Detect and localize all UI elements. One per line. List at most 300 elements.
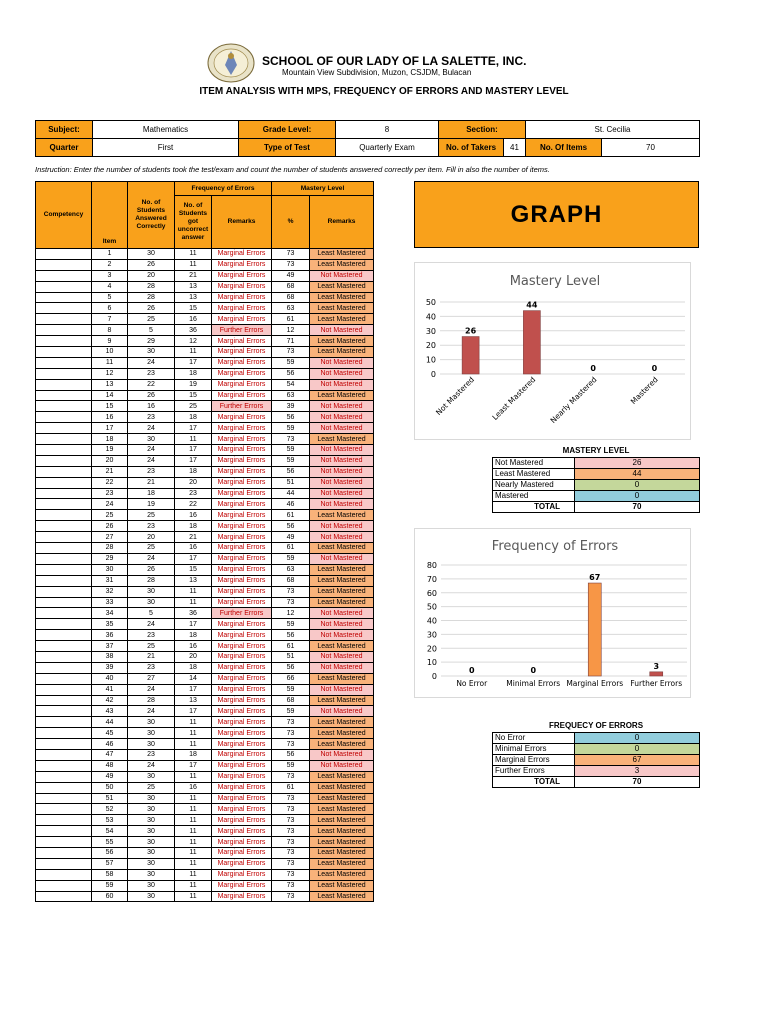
table-row (36, 749, 374, 760)
mastery-remarks-cell: Not Mastered (310, 619, 374, 630)
answered-correctly-cell[interactable]: 23 (128, 412, 175, 423)
item-number-cell: 55 (92, 837, 128, 848)
item-number-cell: 15 (92, 401, 128, 412)
error-remarks-cell: Marginal Errors (212, 543, 272, 554)
answered-correctly-cell[interactable]: 30 (128, 793, 175, 804)
item-number-cell: 51 (92, 793, 128, 804)
subject-value[interactable]: Mathematics (93, 121, 239, 139)
summary-value: 26 (575, 457, 700, 468)
items-cell (526, 139, 700, 157)
percent-cell: 59 (272, 706, 310, 717)
summary-total-label: TOTAL (493, 501, 575, 512)
uncorrect-answer-cell: 15 (175, 564, 212, 575)
answered-correctly-cell[interactable]: 18 (128, 488, 175, 499)
item-number-cell: 42 (92, 695, 128, 706)
answered-correctly-cell[interactable]: 30 (128, 815, 175, 826)
item-number-cell: 49 (92, 771, 128, 782)
competency-cell (36, 684, 92, 695)
answered-correctly-cell[interactable]: 21 (128, 651, 175, 662)
summary-label: Minimal Errors (493, 743, 575, 754)
answered-correctly-cell[interactable]: 24 (128, 357, 175, 368)
percent-cell: 59 (272, 619, 310, 630)
mastery-remarks-cell: Not Mastered (310, 270, 374, 281)
x-tick-label: Further Errors (630, 679, 683, 688)
answered-correctly-cell[interactable]: 30 (128, 826, 175, 837)
item-number-cell: 28 (92, 543, 128, 554)
items-label: No. Of Items (526, 139, 602, 156)
competency-cell (36, 826, 92, 837)
mastery-remarks-cell: Not Mastered (310, 466, 374, 477)
uncorrect-answer-cell: 18 (175, 749, 212, 760)
error-remarks-cell: Marginal Errors (212, 804, 272, 815)
competency-cell (36, 586, 92, 597)
item-number-cell: 23 (92, 488, 128, 499)
error-remarks-cell: Marginal Errors (212, 630, 272, 641)
percent-cell: 68 (272, 292, 310, 303)
uncorrect-answer-cell: 11 (175, 597, 212, 608)
table-row (36, 575, 374, 586)
answered-correctly-cell[interactable]: 5 (128, 325, 175, 336)
summary-label: Further Errors (493, 765, 575, 776)
mastery-remarks-cell: Least Mastered (310, 847, 374, 858)
test-type-value[interactable]: Quarterly Exam (336, 139, 439, 157)
error-remarks-cell: Marginal Errors (212, 347, 272, 358)
error-remarks-cell: Marginal Errors (212, 510, 272, 521)
item-analysis-table (35, 181, 374, 902)
percent-cell: 73 (272, 586, 310, 597)
competency-cell (36, 662, 92, 673)
percent-cell: 61 (272, 543, 310, 554)
uncorrect-answer-cell: 18 (175, 662, 212, 673)
competency-cell (36, 847, 92, 858)
error-remarks-cell: Marginal Errors (212, 259, 272, 270)
item-number-cell: 20 (92, 455, 128, 466)
uncorrect-answer-cell: 11 (175, 249, 212, 260)
error-remarks-cell: Further Errors (212, 325, 272, 336)
answered-correctly-cell[interactable]: 30 (128, 728, 175, 739)
mastery-remarks-cell: Least Mastered (310, 586, 374, 597)
percent-cell: 44 (272, 488, 310, 499)
answered-correctly-cell[interactable]: 26 (128, 564, 175, 575)
answered-correctly-cell[interactable]: 30 (128, 891, 175, 902)
error-remarks-cell: Marginal Errors (212, 336, 272, 347)
table-row (36, 608, 374, 619)
item-number-cell: 47 (92, 749, 128, 760)
summary-value: 0 (575, 490, 700, 501)
answered-correctly-cell[interactable]: 30 (128, 739, 175, 750)
percent-cell: 59 (272, 455, 310, 466)
answered-correctly-cell[interactable]: 25 (128, 510, 175, 521)
uncorrect-answer-cell: 11 (175, 728, 212, 739)
item-number-cell: 12 (92, 368, 128, 379)
table-row (36, 445, 374, 456)
mastery-remarks-cell: Least Mastered (310, 858, 374, 869)
error-remarks-cell: Marginal Errors (212, 586, 272, 597)
uncorrect-answer-cell: 16 (175, 543, 212, 554)
uncorrect-answer-cell: 11 (175, 826, 212, 837)
summary-value: 0 (575, 479, 700, 490)
x-tick-label: Least Mastered (490, 375, 538, 422)
section-value[interactable]: St. Cecilia (526, 121, 700, 139)
mastery-remarks-cell: Not Mastered (310, 553, 374, 564)
error-remarks-cell: Marginal Errors (212, 837, 272, 848)
item-number-cell: 36 (92, 630, 128, 641)
y-tick-label: 50 (426, 602, 437, 612)
answered-correctly-cell[interactable]: 20 (128, 270, 175, 281)
uncorrect-answer-cell: 22 (175, 499, 212, 510)
mastery-remarks-cell: Not Mastered (310, 412, 374, 423)
table-row (36, 837, 374, 848)
error-remarks-cell: Marginal Errors (212, 651, 272, 662)
table-row (36, 771, 374, 782)
uncorrect-answer-cell: 21 (175, 270, 212, 281)
answered-correctly-cell[interactable]: 28 (128, 575, 175, 586)
mastery-remarks-cell: Least Mastered (310, 434, 374, 445)
summary-value: 3 (575, 765, 700, 776)
answered-correctly-cell[interactable]: 25 (128, 543, 175, 554)
item-number-cell: 6 (92, 303, 128, 314)
competency-cell (36, 630, 92, 641)
competency-cell (36, 477, 92, 488)
competency-cell (36, 401, 92, 412)
competency-cell (36, 488, 92, 499)
percent-cell: 73 (272, 804, 310, 815)
percent-cell: 59 (272, 357, 310, 368)
percent-cell: 68 (272, 575, 310, 586)
table-row (36, 401, 374, 412)
uncorrect-answer-cell: 18 (175, 466, 212, 477)
uncorrect-answer-cell: 12 (175, 336, 212, 347)
competency-cell (36, 357, 92, 368)
answered-correctly-cell[interactable]: 30 (128, 434, 175, 445)
percent-cell: 12 (272, 608, 310, 619)
answered-correctly-cell[interactable]: 30 (128, 837, 175, 848)
uncorrect-answer-cell: 17 (175, 553, 212, 564)
mastery-remarks-cell: Least Mastered (310, 837, 374, 848)
summary-label: Marginal Errors (493, 754, 575, 765)
percent-cell: 68 (272, 281, 310, 292)
competency-cell (36, 434, 92, 445)
competency-cell (36, 270, 92, 281)
answered-correctly-cell[interactable]: 23 (128, 630, 175, 641)
answered-correctly-cell[interactable]: 26 (128, 303, 175, 314)
answered-correctly-cell[interactable]: 30 (128, 347, 175, 358)
mastery-remarks-cell: Not Mastered (310, 651, 374, 662)
summary-total-value: 70 (575, 776, 700, 787)
answered-correctly-cell[interactable]: 24 (128, 423, 175, 434)
item-number-cell: 9 (92, 336, 128, 347)
mastery-remarks-cell: Not Mastered (310, 357, 374, 368)
item-number-cell: 52 (92, 804, 128, 815)
item-number-cell: 14 (92, 390, 128, 401)
item-number-cell: 26 (92, 521, 128, 532)
mastery-remarks-cell: Least Mastered (310, 314, 374, 325)
competency-cell (36, 281, 92, 292)
answered-correctly-cell[interactable]: 30 (128, 804, 175, 815)
answered-correctly-cell[interactable]: 26 (128, 390, 175, 401)
school-name: SCHOOL OF OUR LADY OF LA SALETTE, INC. (262, 54, 527, 68)
answered-correctly-cell[interactable]: 26 (128, 259, 175, 270)
percent-cell: 56 (272, 630, 310, 641)
table-row (36, 717, 374, 728)
answered-correctly-cell[interactable]: 30 (128, 597, 175, 608)
item-number-cell: 54 (92, 826, 128, 837)
test-type-label: Type of Test (239, 139, 336, 157)
table-row (36, 684, 374, 695)
answered-correctly-cell[interactable]: 30 (128, 771, 175, 782)
item-number-cell: 53 (92, 815, 128, 826)
summary-label: Mastered (493, 490, 575, 501)
answered-correctly-header: No. of Students Answered Correctly (128, 182, 175, 249)
mastery-remarks-cell: Not Mastered (310, 477, 374, 488)
bar (650, 672, 663, 676)
takers-value[interactable]: 41 (504, 139, 526, 157)
mastery-level-chart (414, 262, 691, 440)
competency-cell (36, 760, 92, 771)
mastery-remarks-cell: Least Mastered (310, 793, 374, 804)
table-row (36, 586, 374, 597)
percent-cell: 51 (272, 651, 310, 662)
answered-correctly-cell[interactable]: 24 (128, 760, 175, 771)
mastery-remarks-cell: Not Mastered (310, 630, 374, 641)
answered-correctly-cell[interactable]: 24 (128, 445, 175, 456)
answered-correctly-cell[interactable]: 23 (128, 368, 175, 379)
bar (588, 583, 601, 676)
answered-correctly-cell[interactable]: 24 (128, 706, 175, 717)
percent-header: % (272, 196, 310, 249)
competency-cell (36, 739, 92, 750)
graph-banner: GRAPH (414, 181, 699, 248)
competency-cell (36, 815, 92, 826)
error-remarks-cell: Marginal Errors (212, 706, 272, 717)
competency-cell (36, 782, 92, 793)
percent-cell: 73 (272, 259, 310, 270)
mastery-remarks-cell: Not Mastered (310, 401, 374, 412)
answered-correctly-cell[interactable]: 5 (128, 608, 175, 619)
mastery-remarks-cell: Least Mastered (310, 771, 374, 782)
answered-correctly-cell[interactable]: 23 (128, 662, 175, 673)
item-number-cell: 22 (92, 477, 128, 488)
summary-total-label: TOTAL (493, 776, 575, 787)
uncorrect-answer-cell: 17 (175, 423, 212, 434)
frequency-of-errors-chart-svg (415, 529, 692, 699)
answered-correctly-cell[interactable]: 28 (128, 281, 175, 292)
answered-correctly-cell[interactable]: 23 (128, 521, 175, 532)
uncorrect-answer-cell: 11 (175, 869, 212, 880)
uncorrect-answer-cell: 11 (175, 434, 212, 445)
document-title: ITEM ANALYSIS WITH MPS, FREQUENCY OF ERRORS AND MASTERY LEVEL (199, 86, 569, 97)
y-tick-label: 30 (425, 326, 436, 336)
summary-value: 44 (575, 468, 700, 479)
summary-value: 0 (575, 732, 700, 743)
answered-correctly-cell[interactable]: 30 (128, 586, 175, 597)
answered-correctly-cell[interactable]: 21 (128, 477, 175, 488)
error-remarks-cell: Marginal Errors (212, 434, 272, 445)
error-remarks-cell: Marginal Errors (212, 847, 272, 858)
competency-cell (36, 249, 92, 260)
table-row (36, 782, 374, 793)
answered-correctly-cell[interactable]: 25 (128, 782, 175, 793)
competency-cell (36, 379, 92, 390)
competency-cell (36, 641, 92, 652)
error-remarks-cell: Marginal Errors (212, 575, 272, 586)
uncorrect-answer-cell: 17 (175, 445, 212, 456)
answered-correctly-cell[interactable]: 30 (128, 880, 175, 891)
y-tick-label: 30 (426, 630, 437, 640)
mastery-remarks-cell: Not Mastered (310, 532, 374, 543)
error-remarks-cell: Marginal Errors (212, 815, 272, 826)
answered-correctly-cell[interactable]: 24 (128, 553, 175, 564)
competency-cell (36, 336, 92, 347)
competency-cell (36, 390, 92, 401)
answered-correctly-cell[interactable]: 22 (128, 379, 175, 390)
error-remarks-cell: Marginal Errors (212, 869, 272, 880)
table-row (36, 564, 374, 575)
mastery-remarks-cell: Least Mastered (310, 564, 374, 575)
mastery-remarks-cell: Not Mastered (310, 760, 374, 771)
competency-cell (36, 891, 92, 902)
uncorrect-answer-cell: 25 (175, 401, 212, 412)
uncorrect-answer-cell: 20 (175, 651, 212, 662)
mastery-remarks-cell: Not Mastered (310, 749, 374, 760)
percent-cell: 56 (272, 662, 310, 673)
mastery-remarks-cell: Least Mastered (310, 739, 374, 750)
percent-cell: 68 (272, 695, 310, 706)
answered-correctly-cell[interactable]: 20 (128, 532, 175, 543)
table-row (36, 673, 374, 684)
answered-correctly-cell[interactable]: 23 (128, 466, 175, 477)
chart-title: Frequency of Errors (491, 539, 619, 554)
uncorrect-answer-cell: 16 (175, 314, 212, 325)
answered-correctly-cell[interactable]: 25 (128, 641, 175, 652)
answered-correctly-cell[interactable]: 24 (128, 455, 175, 466)
competency-cell (36, 673, 92, 684)
mastery-remarks-cell: Least Mastered (310, 782, 374, 793)
error-remarks-cell: Marginal Errors (212, 597, 272, 608)
error-remarks-cell: Marginal Errors (212, 564, 272, 575)
table-row (36, 292, 374, 303)
uncorrect-answer-cell: 15 (175, 303, 212, 314)
percent-cell: 49 (272, 532, 310, 543)
item-number-cell: 59 (92, 880, 128, 891)
answered-correctly-cell[interactable]: 30 (128, 858, 175, 869)
summary-value: 67 (575, 754, 700, 765)
answered-correctly-cell[interactable]: 30 (128, 847, 175, 858)
uncorrect-answer-cell: 17 (175, 706, 212, 717)
uncorrect-answer-cell: 11 (175, 347, 212, 358)
percent-cell: 12 (272, 325, 310, 336)
answered-correctly-cell[interactable]: 23 (128, 749, 175, 760)
mastery-remarks-cell: Not Mastered (310, 368, 374, 379)
mastery-remarks-cell: Least Mastered (310, 641, 374, 652)
uncorrect-answer-cell: 16 (175, 510, 212, 521)
competency-header: Competency (36, 182, 92, 249)
error-remarks-cell: Marginal Errors (212, 749, 272, 760)
item-number-cell: 60 (92, 891, 128, 902)
mastery-remarks-cell: Least Mastered (310, 826, 374, 837)
items-value[interactable]: 70 (646, 143, 655, 152)
takers-label: No. of Takers (439, 139, 504, 157)
table-row (36, 357, 374, 368)
answered-correctly-cell[interactable]: 27 (128, 673, 175, 684)
answered-correctly-cell[interactable]: 28 (128, 292, 175, 303)
answered-correctly-cell[interactable]: 19 (128, 499, 175, 510)
answered-correctly-cell[interactable]: 30 (128, 869, 175, 880)
answered-correctly-cell[interactable]: 25 (128, 314, 175, 325)
answered-correctly-cell[interactable]: 28 (128, 695, 175, 706)
competency-cell (36, 608, 92, 619)
item-number-cell: 30 (92, 564, 128, 575)
competency-cell (36, 793, 92, 804)
answered-correctly-cell[interactable]: 30 (128, 249, 175, 260)
mastery-remarks-cell: Not Mastered (310, 455, 374, 466)
item-number-cell: 18 (92, 434, 128, 445)
item-number-cell: 16 (92, 412, 128, 423)
uncorrect-answer-cell: 18 (175, 521, 212, 532)
percent-cell: 63 (272, 303, 310, 314)
table-row (36, 553, 374, 564)
mastery-remarks-cell: Not Mastered (310, 706, 374, 717)
y-tick-label: 20 (425, 341, 436, 351)
table-row (36, 739, 374, 750)
section-label: Section: (439, 121, 526, 139)
uncorrect-answer-cell: 16 (175, 641, 212, 652)
item-number-cell: 5 (92, 292, 128, 303)
mastery-remarks-cell: Not Mastered (310, 445, 374, 456)
competency-cell (36, 553, 92, 564)
answered-correctly-cell[interactable]: 30 (128, 717, 175, 728)
uncorrect-answer-cell: 17 (175, 357, 212, 368)
error-remarks-cell: Marginal Errors (212, 412, 272, 423)
data-label: 0 (590, 364, 596, 373)
competency-cell (36, 325, 92, 336)
school-seal-logo (207, 43, 255, 83)
table-row (36, 390, 374, 401)
answered-correctly-cell[interactable]: 29 (128, 336, 175, 347)
y-tick-label: 60 (426, 588, 437, 598)
table-row (36, 847, 374, 858)
percent-cell: 59 (272, 445, 310, 456)
y-tick-label: 40 (426, 616, 437, 626)
percent-cell: 63 (272, 564, 310, 575)
mastery-remarks-cell: Not Mastered (310, 608, 374, 619)
table-row (36, 347, 374, 358)
uncorrect-answer-cell: 19 (175, 379, 212, 390)
grade-level-value[interactable]: 8 (336, 121, 439, 139)
uncorrect-answer-cell: 17 (175, 455, 212, 466)
table-row (36, 314, 374, 325)
mastery-level-chart-svg (415, 263, 692, 441)
competency-cell (36, 445, 92, 456)
item-number-cell: 7 (92, 314, 128, 325)
answered-correctly-cell[interactable]: 24 (128, 684, 175, 695)
error-remarks-cell: Marginal Errors (212, 858, 272, 869)
table-row (36, 815, 374, 826)
mastery-remarks-cell: Not Mastered (310, 325, 374, 336)
item-number-cell: 19 (92, 445, 128, 456)
percent-cell: 73 (272, 728, 310, 739)
answered-correctly-cell[interactable]: 24 (128, 619, 175, 630)
mastery-remarks-cell: Least Mastered (310, 695, 374, 706)
item-number-cell: 45 (92, 728, 128, 739)
mastery-remarks-cell: Least Mastered (310, 717, 374, 728)
mastery-remarks-cell: Least Mastered (310, 804, 374, 815)
quarter-value[interactable]: First (93, 139, 239, 157)
answered-correctly-cell[interactable]: 16 (128, 401, 175, 412)
summary-label: Nearly Mastered (493, 479, 575, 490)
table-row (36, 270, 374, 281)
item-number-cell: 34 (92, 608, 128, 619)
